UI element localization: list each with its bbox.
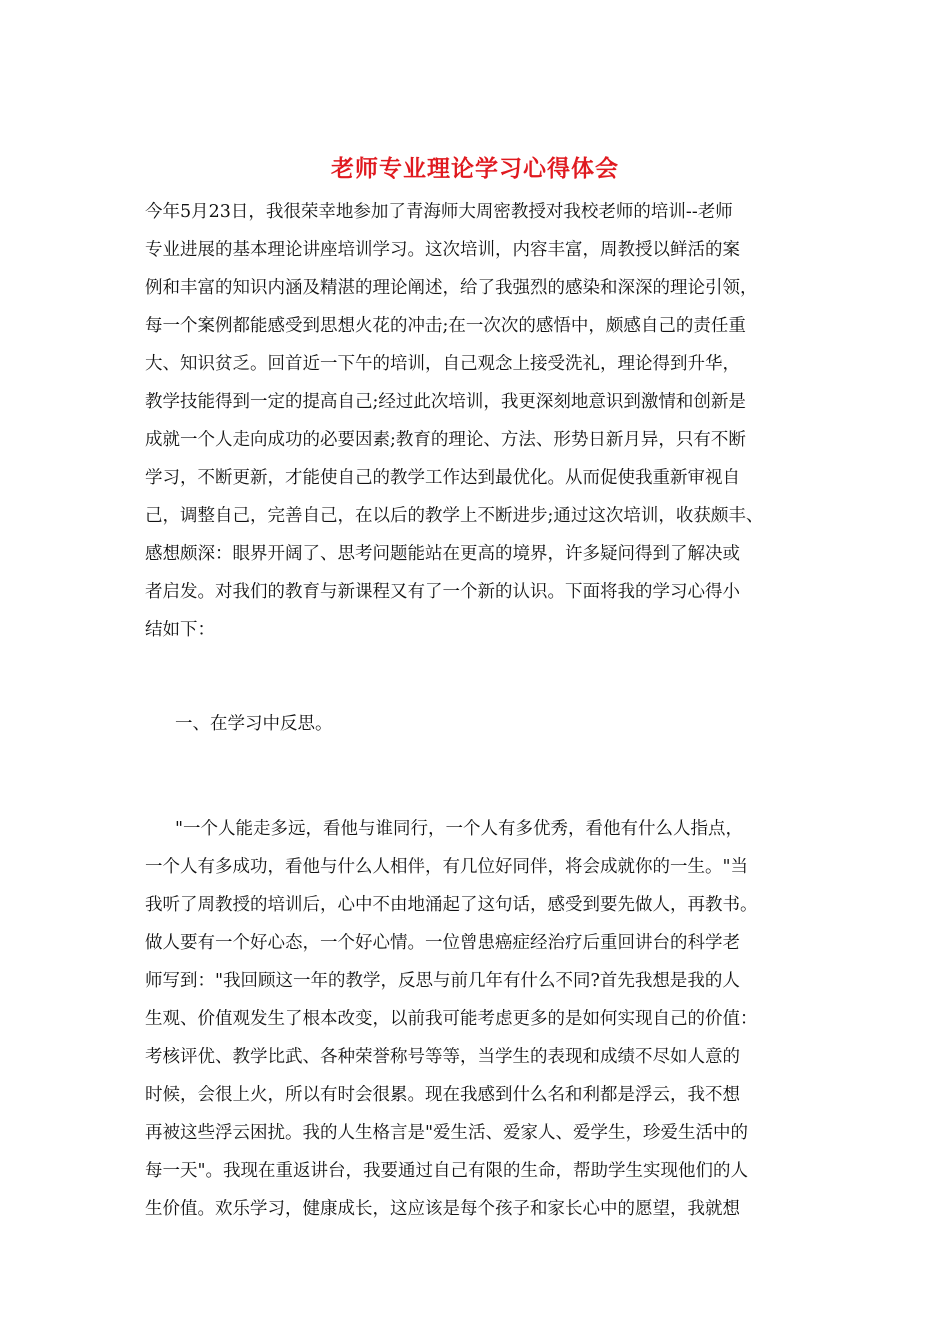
text-line: 学习，不断更新，才能使自己的教学工作达到最优化。从而促使我重新审视自 — [145, 468, 740, 488]
section-heading-text: 一、在学习中反思。 — [175, 714, 333, 734]
document-title: 老师专业理论学习心得体会 — [331, 155, 619, 182]
text-line: 成就一个人走向成功的必要因素;教育的理论、方法、形势日新月异，只有不断 — [145, 430, 746, 450]
text-line: 生观、价值观发生了根本改变，以前我可能考虑更多的是如何实现自己的价值： — [145, 1009, 758, 1029]
text-line: 做人要有一个好心态，一个好心情。一位曾患癌症经治疗后重回讲台的科学老 — [145, 933, 740, 953]
text-line: 教学技能得到一定的提高自己;经过此次培训，我更深刻地意识到激情和创新是 — [145, 392, 746, 412]
text-line: 己，调整自己，完善自己，在以后的教学上不断进步;通过这次培训，收获颇丰、 — [145, 506, 764, 526]
text-line: 专业进展的基本理论讲座培训学习。这次培训，内容丰富，周教授以鲜活的案 — [145, 240, 740, 260]
text-line: 者启发。对我们的教育与新课程又有了一个新的认识。下面将我的学习心得小 — [145, 582, 740, 602]
text-line: 每一天"。我现在重返讲台，我要通过自己有限的生命，帮助学生实现他们的人 — [145, 1161, 749, 1181]
paragraph-reflection — [145, 810, 815, 1228]
text-line: 感想颇深：眼界开阔了、思考问题能站在更高的境界，许多疑问得到了解决或 — [145, 544, 740, 564]
text-line: 大、知识贫乏。回首近一下午的培训，自己观念上接受洗礼，理论得到升华， — [145, 354, 740, 374]
text-line: 考核评优、教学比武、各种荣誉称号等等，当学生的表现和成绩不尽如人意的 — [145, 1047, 740, 1067]
text-line: 结如下： — [145, 620, 215, 640]
text-line: 我听了周教授的培训后，心中不由地涌起了这句话，感受到要先做人，再教书。 — [145, 895, 758, 915]
text-line: 生价值。欢乐学习，健康成长，这应该是每个孩子和家长心中的愿望，我就想 — [145, 1199, 740, 1219]
text-line: 师写到："我回顾这一年的教学，反思与前几年有什么不同?首先我想是我的人 — [145, 971, 740, 991]
text-line: 今年5月23日，我很荣幸地参加了青海师大周密教授对我校老师的培训--老师 — [145, 202, 733, 222]
paragraph-intro — [145, 193, 815, 649]
text-line: 一个人有多成功，看他与什么人相伴，有几位好同伴，将会成就你的一生。"当 — [145, 857, 749, 877]
text-line: 每一个案例都能感受到思想火花的冲击;在一次次的感悟中，颇感自己的责任重 — [145, 316, 746, 336]
text-line: 再被这些浮云困扰。我的人生格言是"爱生活、爱家人、爱学生，珍爱生活中的 — [145, 1123, 749, 1143]
text-line: 时候，会很上火，所以有时会很累。现在我感到什么名和利都是浮云，我不想 — [145, 1085, 740, 1105]
text-line: "一个人能走多远，看他与谁同行，一个人有多优秀，看他有什么人指点， — [175, 819, 744, 839]
text-line: 例和丰富的知识内涵及精湛的理论阐述，给了我强烈的感染和深深的理论引领， — [145, 278, 758, 298]
section-heading — [145, 705, 815, 743]
